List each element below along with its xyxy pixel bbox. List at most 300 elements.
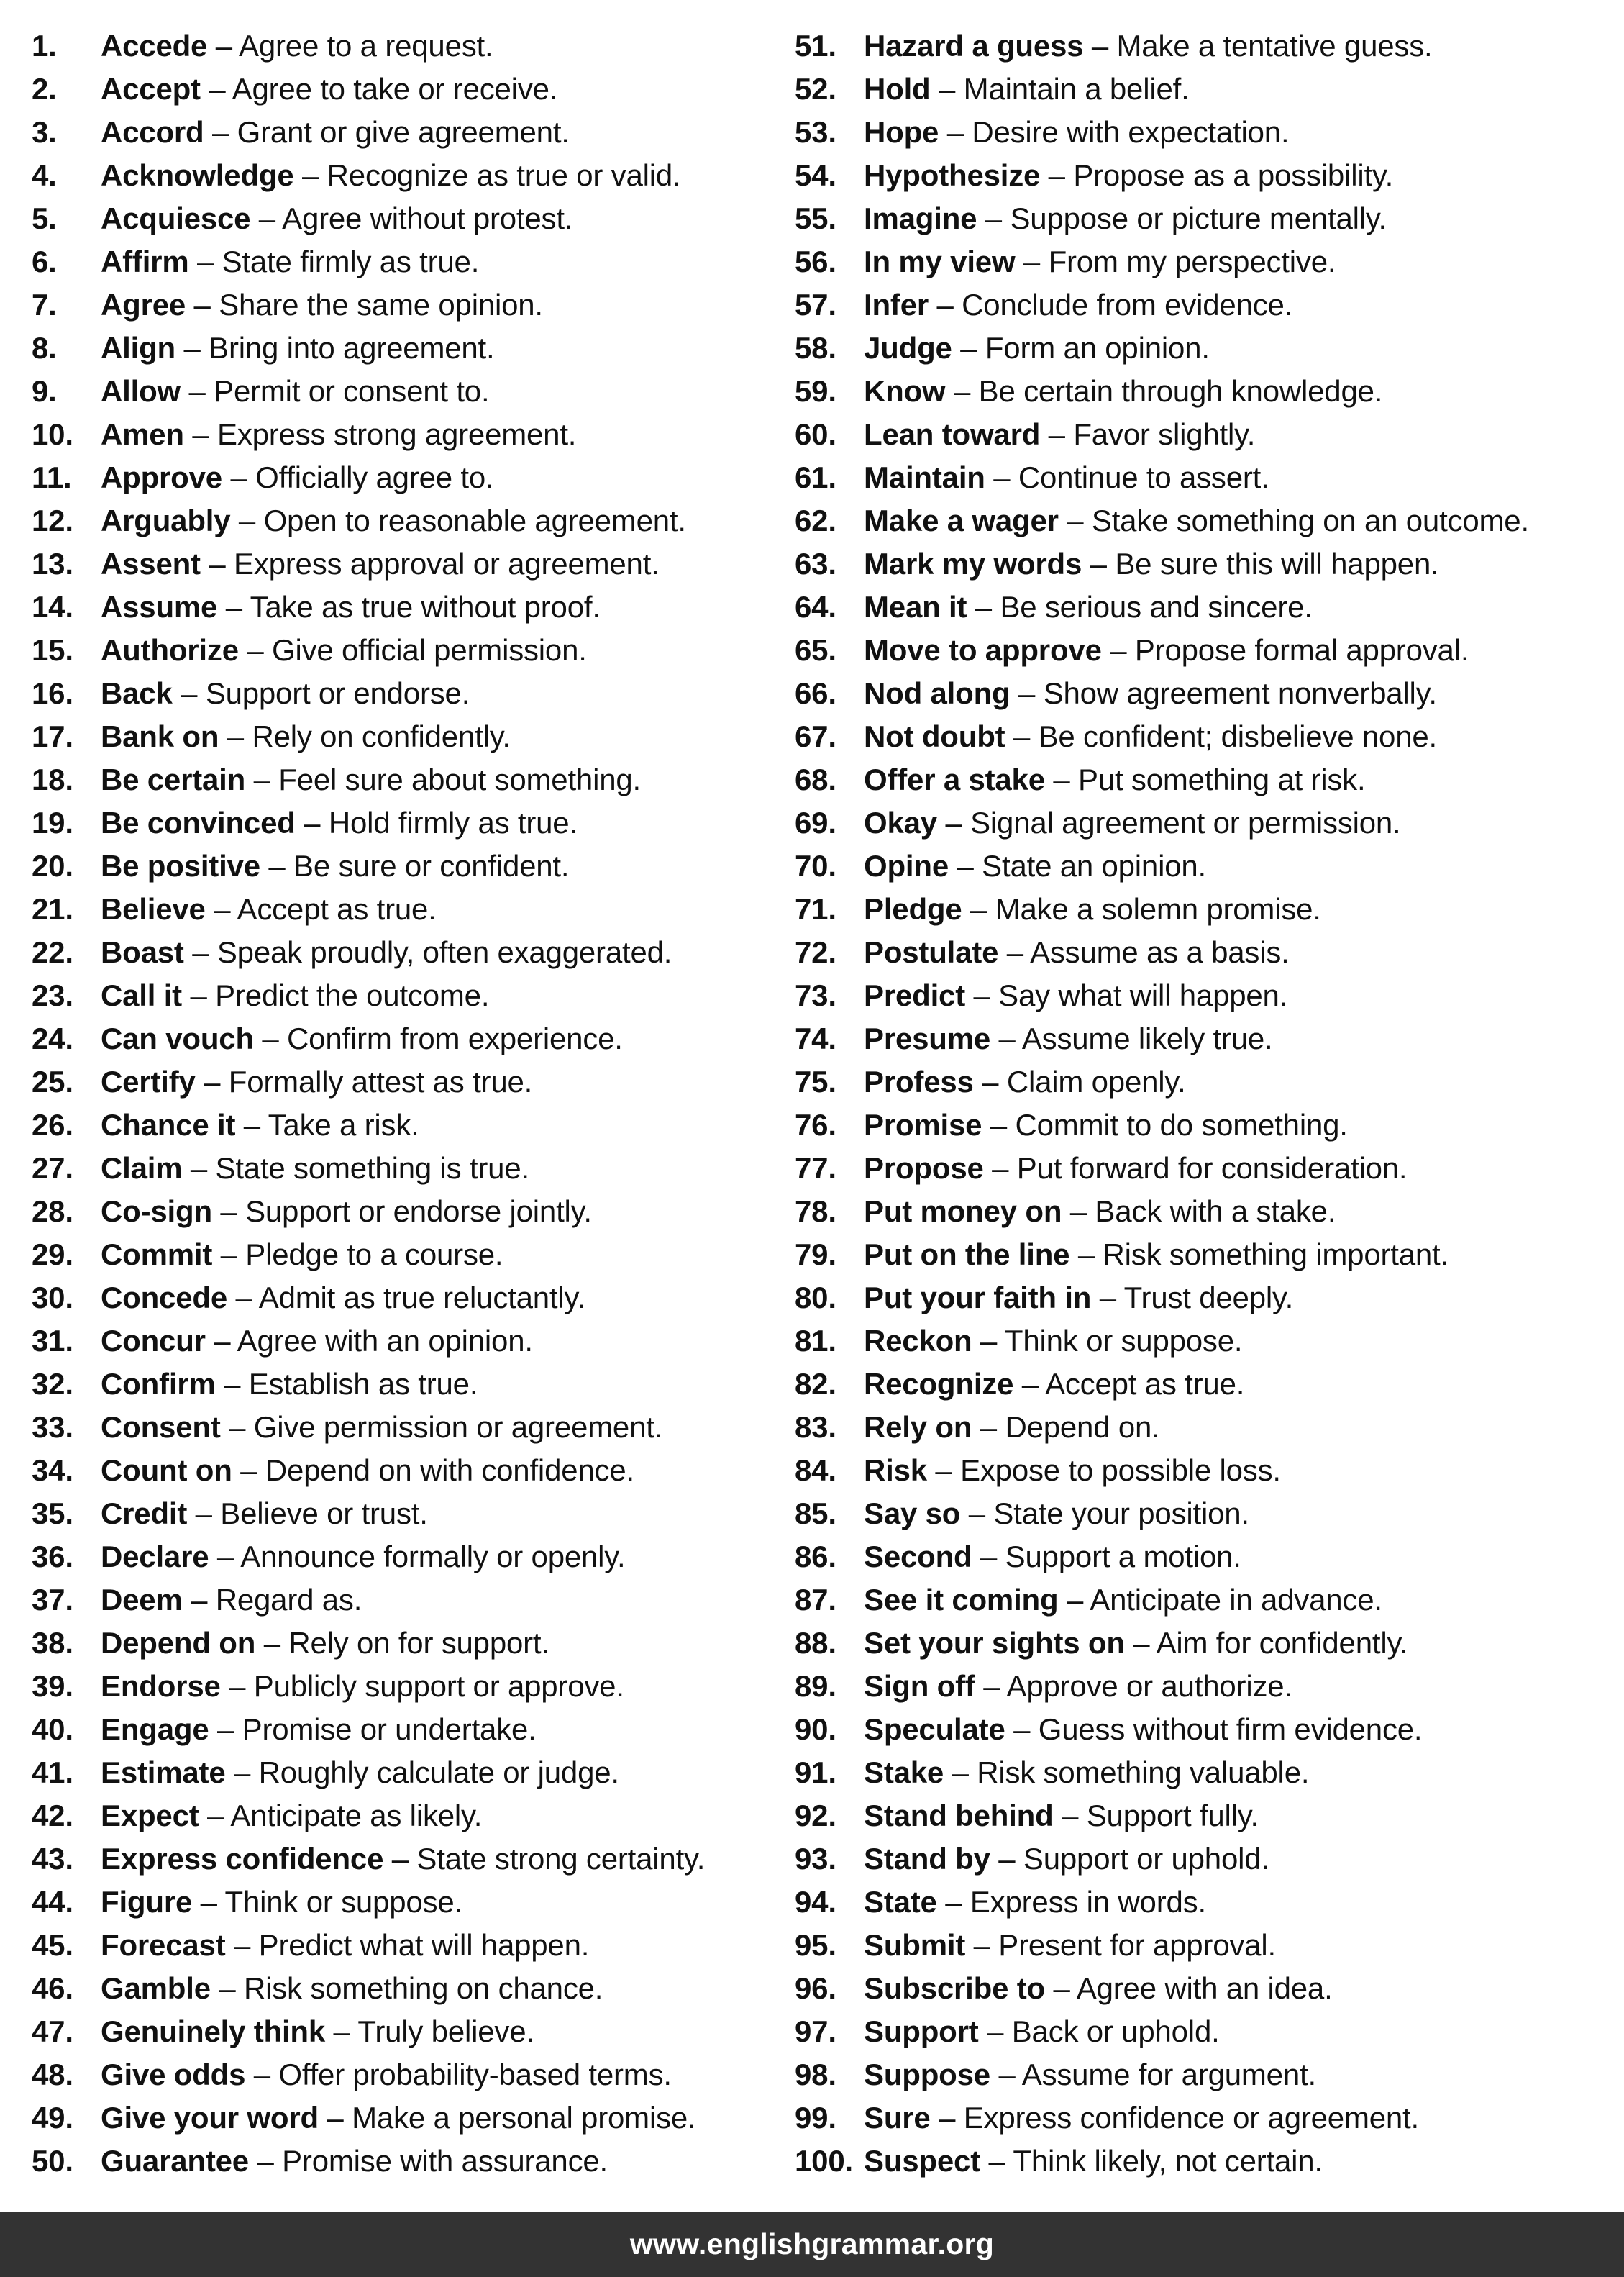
item-definition: Support or endorse.	[205, 676, 470, 710]
item-term: Certify	[101, 1065, 196, 1099]
item-number: 77.	[795, 1151, 836, 1185]
item-separator: –	[263, 1626, 280, 1660]
item-separator: –	[235, 1281, 252, 1314]
list-item	[795, 1449, 1622, 1492]
item-definition: Agree with an idea.	[1076, 1971, 1333, 2005]
item-term: Move to approve	[864, 633, 1102, 667]
item-definition: Be certain through knowledge.	[978, 374, 1383, 408]
list-item	[795, 1924, 1622, 1967]
list-item	[795, 1622, 1622, 1665]
list-item	[32, 327, 780, 370]
item-term: Engage	[101, 1712, 209, 1746]
item-number: 68.	[795, 763, 836, 796]
item-term: Reckon	[864, 1324, 972, 1358]
item-definition: Give permission or agreement.	[253, 1410, 663, 1444]
item-separator: –	[1062, 1799, 1079, 1832]
item-term: Stand behind	[864, 1799, 1054, 1832]
item-separator: –	[304, 806, 321, 840]
item-definition: Express approval or agreement.	[234, 547, 660, 581]
item-number: 28.	[32, 1194, 73, 1228]
list-item	[32, 370, 780, 413]
list-item	[795, 1104, 1622, 1147]
item-separator: –	[225, 590, 242, 624]
item-term: Offer a stake	[864, 763, 1045, 796]
list-item	[32, 1967, 780, 2010]
item-separator: –	[247, 633, 264, 667]
item-separator: –	[192, 935, 209, 969]
list-item	[795, 1319, 1622, 1363]
item-separator: –	[939, 72, 956, 106]
item-definition: Propose as a possibility.	[1073, 158, 1394, 192]
list-item	[795, 801, 1622, 845]
item-separator: –	[258, 201, 275, 235]
item-separator: –	[946, 115, 964, 149]
list-item	[795, 1578, 1622, 1622]
item-term: Acknowledge	[101, 158, 294, 192]
list-item	[32, 1147, 780, 1190]
item-number: 31.	[32, 1324, 73, 1358]
item-term: Infer	[864, 288, 929, 322]
footer-url[interactable]: www.englishgrammar.org	[629, 2227, 995, 2260]
item-separator: –	[207, 1799, 224, 1832]
list-item	[32, 758, 780, 801]
item-separator: –	[1048, 158, 1065, 192]
item-definition: Open to reasonable agreement.	[263, 504, 686, 537]
list-item	[795, 1190, 1622, 1233]
list-item	[32, 24, 780, 68]
item-number: 62.	[795, 504, 836, 537]
item-definition: Express in words.	[970, 1885, 1206, 1919]
item-separator: –	[233, 1755, 251, 1789]
item-term: Profess	[864, 1065, 974, 1099]
item-separator: –	[230, 460, 247, 494]
item-term: Say so	[864, 1496, 961, 1530]
item-definition: Think or suppose.	[224, 1885, 462, 1919]
item-number: 34.	[32, 1453, 73, 1487]
item-term: Sign off	[864, 1669, 975, 1703]
item-number: 66.	[795, 676, 836, 710]
item-number: 55.	[795, 201, 836, 235]
item-definition: Bring into agreement.	[209, 331, 495, 365]
item-definition: Anticipate in advance.	[1090, 1583, 1382, 1617]
item-number: 23.	[32, 978, 73, 1012]
item-definition: Suppose or picture mentally.	[1010, 201, 1387, 235]
item-term: Not doubt	[864, 719, 1005, 753]
item-number: 96.	[795, 1971, 836, 2005]
item-separator: –	[987, 2014, 1004, 2048]
item-term: Okay	[864, 806, 937, 840]
item-term: Be convinced	[101, 806, 296, 840]
item-separator: –	[1067, 504, 1084, 537]
item-number: 53.	[795, 115, 836, 149]
item-definition: Think or suppose.	[1004, 1324, 1243, 1358]
item-number: 24.	[32, 1022, 73, 1055]
item-definition: Promise with assurance.	[282, 2144, 608, 2178]
item-definition: Favor slightly.	[1073, 417, 1256, 451]
item-term: Commit	[101, 1237, 213, 1271]
list-item	[32, 1794, 780, 1837]
list-item	[32, 1751, 780, 1794]
item-definition: Risk something on chance.	[244, 1971, 603, 2005]
list-item	[795, 2010, 1622, 2053]
item-term: Agree	[101, 288, 186, 322]
item-definition: Rely on confidently.	[252, 719, 511, 753]
item-term: Consent	[101, 1410, 221, 1444]
list-item	[32, 1708, 780, 1751]
list-item	[32, 197, 780, 240]
item-term: Put money on	[864, 1194, 1062, 1228]
item-number: 14.	[32, 590, 73, 624]
item-separator: –	[327, 2101, 344, 2135]
item-number: 97.	[795, 2014, 836, 2048]
item-definition: Believe or trust.	[220, 1496, 428, 1530]
item-term: See it coming	[864, 1583, 1059, 1617]
list-item	[795, 456, 1622, 499]
item-separator: –	[333, 2014, 350, 2048]
item-number: 20.	[32, 849, 73, 883]
list-item	[795, 586, 1622, 629]
list-item	[795, 1406, 1622, 1449]
item-separator: –	[216, 1712, 234, 1746]
item-number: 16.	[32, 676, 73, 710]
item-term: Hazard a guess	[864, 29, 1084, 63]
item-number: 33.	[32, 1410, 73, 1444]
list-item	[795, 1837, 1622, 1881]
item-definition: State strong certainty.	[416, 1842, 706, 1876]
list-item	[795, 1060, 1622, 1104]
item-number: 39.	[32, 1669, 73, 1703]
item-term: Support	[864, 2014, 979, 2048]
list-item	[795, 24, 1622, 68]
item-separator: –	[253, 2058, 270, 2091]
item-separator: –	[985, 201, 1002, 235]
item-definition: Maintain a belief.	[963, 72, 1190, 106]
item-number: 47.	[32, 2014, 73, 2048]
list-item	[795, 974, 1622, 1017]
list-item	[795, 1017, 1622, 1060]
item-number: 85.	[795, 1496, 836, 1530]
item-separator: –	[243, 1108, 260, 1142]
item-definition: Trust deeply.	[1123, 1281, 1294, 1314]
item-separator: –	[1013, 719, 1031, 753]
item-number: 1.	[32, 29, 57, 63]
list-item	[32, 1492, 780, 1535]
list-item	[32, 1924, 780, 1967]
item-number: 82.	[795, 1367, 836, 1401]
list-item	[32, 586, 780, 629]
item-separator: –	[257, 2144, 274, 2178]
list-item	[32, 931, 780, 974]
item-separator: –	[970, 892, 987, 926]
item-term: Sure	[864, 2101, 931, 2135]
item-number: 58.	[795, 331, 836, 365]
item-definition: Establish as true.	[248, 1367, 478, 1401]
item-definition: Accept as true.	[237, 892, 437, 926]
item-definition: Officially agree to.	[255, 460, 494, 494]
item-number: 89.	[795, 1669, 836, 1703]
item-definition: Pledge to a course.	[245, 1237, 503, 1271]
item-number: 73.	[795, 978, 836, 1012]
item-number: 5.	[32, 201, 57, 235]
item-definition: Signal agreement or permission.	[970, 806, 1401, 840]
item-separator: –	[220, 1237, 237, 1271]
item-number: 59.	[795, 374, 836, 408]
item-term: Estimate	[101, 1755, 226, 1789]
item-number: 26.	[32, 1108, 73, 1142]
footer-bar	[0, 2212, 1624, 2277]
item-number: 64.	[795, 590, 836, 624]
item-separator: –	[1053, 763, 1070, 796]
item-separator: –	[219, 1971, 236, 2005]
list-item	[795, 370, 1622, 413]
item-definition: Permit or consent to.	[214, 374, 490, 408]
list-item	[795, 1535, 1622, 1578]
item-term: Risk	[864, 1453, 927, 1487]
item-definition: Back with a stake.	[1095, 1194, 1336, 1228]
item-definition: Form an opinion.	[985, 331, 1210, 365]
item-definition: Agree to a request.	[239, 29, 493, 63]
list-item	[795, 1665, 1622, 1708]
list-item	[795, 413, 1622, 456]
item-number: 35.	[32, 1496, 73, 1530]
item-term: Promise	[864, 1108, 982, 1142]
item-definition: Support a motion.	[1005, 1540, 1241, 1573]
item-definition: Give official permission.	[272, 633, 587, 667]
item-number: 75.	[795, 1065, 836, 1099]
item-term: Authorize	[101, 633, 239, 667]
item-definition: Present for approval.	[998, 1928, 1276, 1962]
item-definition: Support or endorse jointly.	[245, 1194, 592, 1228]
list-item	[795, 154, 1622, 197]
list-item	[32, 629, 780, 672]
list-item	[795, 1276, 1622, 1319]
item-number: 12.	[32, 504, 73, 537]
item-number: 48.	[32, 2058, 73, 2091]
item-term: Confirm	[101, 1367, 216, 1401]
item-term: Endorse	[101, 1669, 221, 1703]
item-definition: Be serious and sincere.	[1000, 590, 1313, 624]
item-definition: Say what will happen.	[998, 978, 1288, 1012]
list-item	[795, 111, 1622, 154]
item-term: Credit	[101, 1496, 188, 1530]
item-separator: –	[188, 374, 206, 408]
item-definition: Guess without firm evidence.	[1038, 1712, 1423, 1746]
item-definition: Express strong agreement.	[217, 417, 577, 451]
item-term: Can vouch	[101, 1022, 254, 1055]
item-separator: –	[391, 1842, 409, 1876]
item-definition: State an opinion.	[982, 849, 1207, 883]
list-item	[32, 1060, 780, 1104]
item-number: 84.	[795, 1453, 836, 1487]
item-term: Affirm	[101, 245, 189, 278]
item-term: Second	[864, 1540, 972, 1573]
item-separator: –	[212, 115, 229, 149]
item-term: Mean it	[864, 590, 967, 624]
list-item	[32, 1881, 780, 1924]
item-definition: Claim openly.	[1006, 1065, 1186, 1099]
item-number: 87.	[795, 1583, 836, 1617]
item-definition: Agree with an opinion.	[237, 1324, 533, 1358]
item-separator: –	[988, 2144, 1005, 2178]
list-item	[795, 68, 1622, 111]
item-definition: Predict the outcome.	[215, 978, 490, 1012]
item-definition: Put forward for consideration.	[1016, 1151, 1408, 1185]
item-separator: –	[233, 1928, 251, 1962]
item-number: 40.	[32, 1712, 73, 1746]
item-term: Accede	[101, 29, 208, 63]
item-definition: Make a personal promise.	[352, 2101, 696, 2135]
item-number: 38.	[32, 1626, 73, 1660]
item-separator: –	[983, 1669, 1000, 1703]
list-item	[32, 1319, 780, 1363]
item-separator: –	[954, 374, 971, 408]
item-separator: –	[268, 849, 286, 883]
item-term: Be certain	[101, 763, 246, 796]
list-item	[32, 111, 780, 154]
item-definition: Assume as a basis.	[1030, 935, 1290, 969]
right-column	[795, 24, 1622, 2183]
item-separator: –	[229, 1669, 246, 1703]
item-term: Express confidence	[101, 1842, 384, 1876]
item-definition: Think likely, not certain.	[1013, 2144, 1323, 2178]
item-number: 43.	[32, 1842, 73, 1876]
item-separator: –	[935, 1453, 952, 1487]
item-term: Back	[101, 676, 173, 710]
item-term: State	[864, 1885, 937, 1919]
item-number: 63.	[795, 547, 836, 581]
item-definition: Make a tentative guess.	[1116, 29, 1433, 63]
item-term: Boast	[101, 935, 184, 969]
item-definition: Stake something on an outcome.	[1091, 504, 1529, 537]
item-definition: Speak proudly, often exaggerated.	[216, 935, 672, 969]
item-term: Amen	[101, 417, 184, 451]
item-separator: –	[1023, 245, 1041, 278]
item-term: Accord	[101, 115, 204, 149]
item-term: Accept	[101, 72, 201, 106]
item-separator: –	[1090, 547, 1107, 581]
item-number: 90.	[795, 1712, 836, 1746]
item-definition: Announce formally or openly.	[240, 1540, 626, 1573]
item-separator: –	[181, 676, 198, 710]
item-definition: Assume for argument.	[1021, 2058, 1316, 2091]
item-separator: –	[196, 245, 214, 278]
item-separator: –	[975, 590, 992, 624]
list-item	[795, 2053, 1622, 2096]
item-separator: –	[998, 2058, 1016, 2091]
item-term: Believe	[101, 892, 206, 926]
item-number: 74.	[795, 1022, 836, 1055]
list-item	[32, 1233, 780, 1276]
item-definition: Make a solemn promise.	[995, 892, 1321, 926]
item-term: Expect	[101, 1799, 199, 1832]
item-definition: Depend on.	[1005, 1410, 1160, 1444]
item-number: 50.	[32, 2144, 73, 2178]
item-separator: –	[209, 547, 226, 581]
item-number: 60.	[795, 417, 836, 451]
list-item	[32, 1449, 780, 1492]
item-separator: –	[990, 1108, 1008, 1142]
list-item	[32, 2096, 780, 2140]
item-term: Forecast	[101, 1928, 226, 1962]
item-term: Put your faith in	[864, 1281, 1092, 1314]
list-item	[32, 2140, 780, 2183]
list-item	[795, 197, 1622, 240]
item-term: Stake	[864, 1755, 944, 1789]
item-separator: –	[193, 288, 211, 322]
item-term: Subscribe to	[864, 1971, 1045, 2005]
list-item	[32, 1276, 780, 1319]
item-separator: –	[1013, 1712, 1031, 1746]
list-item	[32, 845, 780, 888]
list-item	[32, 68, 780, 111]
list-item	[32, 283, 780, 327]
item-separator: –	[952, 1755, 969, 1789]
item-number: 7.	[32, 288, 57, 322]
item-separator: –	[960, 331, 977, 365]
item-term: Set your sights on	[864, 1626, 1125, 1660]
list-item	[32, 413, 780, 456]
list-item	[795, 283, 1622, 327]
item-term: Be positive	[101, 849, 260, 883]
item-definition: Be sure or confident.	[293, 849, 570, 883]
item-number: 92.	[795, 1799, 836, 1832]
item-term: Submit	[864, 1928, 966, 1962]
item-definition: Hold firmly as true.	[328, 806, 578, 840]
item-definition: Support fully.	[1086, 1799, 1259, 1832]
item-number: 36.	[32, 1540, 73, 1573]
item-number: 2.	[32, 72, 57, 106]
list-item	[32, 1665, 780, 1708]
item-definition: Approve or authorize.	[1006, 1669, 1292, 1703]
item-definition: Admit as true reluctantly.	[258, 1281, 585, 1314]
item-definition: Propose formal approval.	[1134, 633, 1469, 667]
item-separator: –	[204, 1065, 221, 1099]
item-number: 32.	[32, 1367, 73, 1401]
item-term: Bank on	[101, 719, 219, 753]
item-number: 4.	[32, 158, 57, 192]
item-definition: State your position.	[993, 1496, 1249, 1530]
list-item	[795, 672, 1622, 715]
item-separator: –	[253, 763, 270, 796]
item-separator: –	[1006, 935, 1023, 969]
item-term: Predict	[864, 978, 965, 1012]
item-term: Propose	[864, 1151, 984, 1185]
item-number: 41.	[32, 1755, 73, 1789]
item-separator: –	[1099, 1281, 1116, 1314]
item-term: Gamble	[101, 1971, 211, 2005]
item-number: 9.	[32, 374, 57, 408]
item-definition: Rely on for support.	[288, 1626, 549, 1660]
item-separator: –	[973, 1928, 990, 1962]
item-separator: –	[1053, 1971, 1070, 2005]
item-number: 93.	[795, 1842, 836, 1876]
item-number: 83.	[795, 1410, 836, 1444]
list-item	[32, 2053, 780, 2096]
item-term: Presume	[864, 1022, 991, 1055]
item-number: 94.	[795, 1885, 836, 1919]
item-term: Concede	[101, 1281, 227, 1314]
item-number: 79.	[795, 1237, 836, 1271]
item-number: 100.	[795, 2144, 853, 2178]
item-separator: –	[214, 1324, 231, 1358]
list-item	[795, 1967, 1622, 2010]
item-term: Deem	[101, 1583, 183, 1617]
item-term: Opine	[864, 849, 949, 883]
item-definition: Conclude from evidence.	[962, 288, 1293, 322]
item-number: 56.	[795, 245, 836, 278]
item-term: Acquiesce	[101, 201, 251, 235]
item-separator: –	[992, 1151, 1009, 1185]
